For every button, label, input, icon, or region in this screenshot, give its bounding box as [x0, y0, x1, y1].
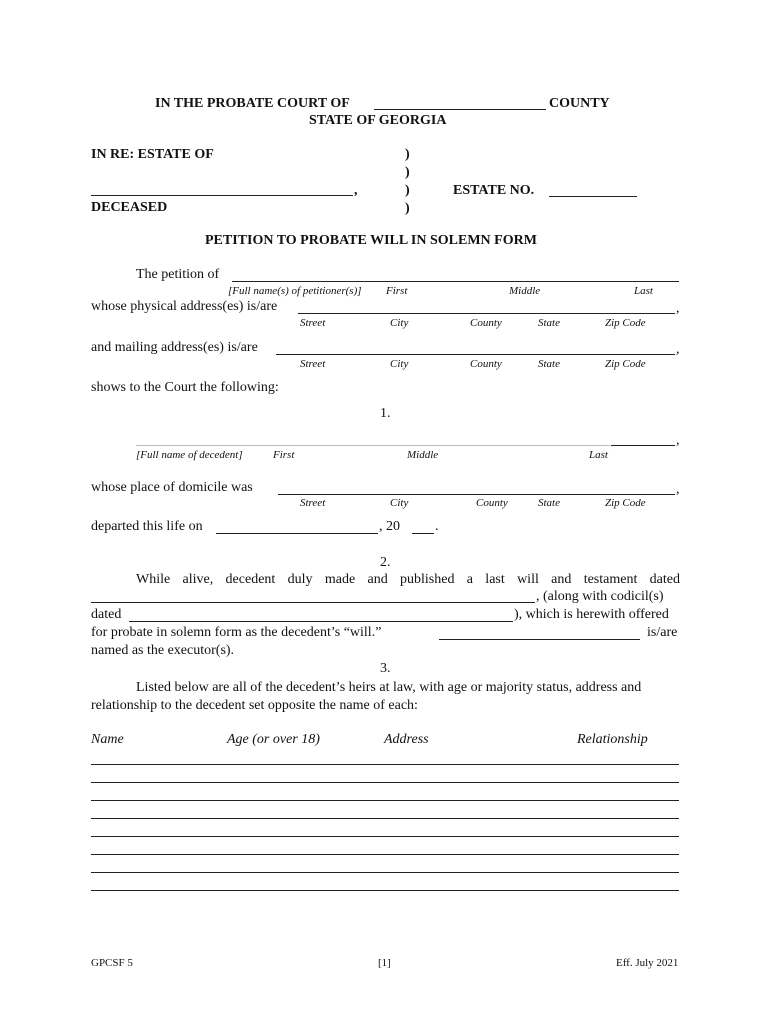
- caption-paren: ): [405, 183, 410, 198]
- caption-last: Last: [634, 285, 653, 297]
- caption-street: Street: [300, 497, 326, 509]
- mailing-address-blank[interactable]: [276, 354, 675, 355]
- caption-zip: Zip Code: [605, 358, 646, 370]
- decedent-name-blank[interactable]: [91, 195, 353, 196]
- petitioner-name-caption: [Full name(s) of petitioner(s)]: [228, 285, 362, 297]
- caption-state: State: [538, 317, 560, 329]
- heir-row-line[interactable]: [91, 890, 679, 891]
- departed-label: departed this life on: [91, 519, 203, 534]
- section2-offered-text: ), which is herewith offered: [514, 607, 669, 622]
- section2-codicil-text: , (along with codicil(s): [536, 589, 664, 604]
- heir-row-line[interactable]: [91, 764, 679, 765]
- executor-name-blank[interactable]: [439, 639, 640, 640]
- section2-is-are: is/are: [647, 625, 678, 640]
- heir-row-line[interactable]: [91, 800, 679, 801]
- deceased-label: DECEASED: [91, 200, 168, 215]
- col-header-age: Age (or over 18): [227, 732, 320, 747]
- effective-date: Eff. July 2021: [616, 957, 679, 969]
- line-comma: ,: [676, 482, 680, 497]
- physical-address-label: whose physical address(es) is/are: [91, 299, 278, 314]
- decedent-name-caption: [Full name of decedent]: [136, 449, 243, 461]
- caption-middle: Middle: [407, 449, 439, 461]
- in-re-label: IN RE: ESTATE OF: [91, 147, 214, 162]
- caption-city: City: [390, 497, 409, 509]
- caption-first: First: [273, 449, 295, 461]
- caption-last: Last: [589, 449, 608, 461]
- court-header-right: COUNTY: [549, 96, 610, 111]
- section3-line1: Listed below are all of the decedent’s heirs at law, with age or majority status, address and: [136, 680, 642, 695]
- page-number: [1]: [378, 957, 391, 969]
- caption-city: City: [390, 358, 409, 370]
- col-header-address: Address: [384, 732, 429, 747]
- caption-city: City: [390, 317, 409, 329]
- caption-county: County: [470, 358, 502, 370]
- decedent-last-name-blank[interactable]: [611, 445, 675, 446]
- heir-row-line[interactable]: [91, 872, 679, 873]
- petition-title: PETITION TO PROBATE WILL IN SOLEMN FORM: [205, 233, 537, 248]
- county-blank[interactable]: [374, 109, 546, 110]
- heir-row-line[interactable]: [91, 854, 679, 855]
- codicil-date-blank[interactable]: [129, 621, 513, 622]
- caption-state: State: [538, 497, 560, 509]
- will-date-blank[interactable]: [91, 602, 535, 603]
- estate-no-blank[interactable]: [549, 196, 637, 197]
- mailing-address-label: and mailing address(es) is/are: [91, 340, 258, 355]
- decedent-full-name-blank[interactable]: [136, 445, 610, 446]
- section-number-1: 1.: [380, 406, 391, 421]
- heir-row-line[interactable]: [91, 836, 679, 837]
- year-prefix: , 20: [379, 519, 400, 534]
- caption-comma: ,: [354, 183, 358, 198]
- caption-state: State: [538, 358, 560, 370]
- section-number-2: 2.: [380, 555, 391, 570]
- heir-row-line[interactable]: [91, 782, 679, 783]
- domicile-label: whose place of domicile was: [91, 480, 253, 495]
- line-comma: ,: [676, 301, 680, 316]
- line-comma: ,: [676, 433, 680, 448]
- section3-line2: relationship to the decedent set opposite the name of each:: [91, 698, 418, 713]
- caption-paren: ): [405, 201, 410, 216]
- domicile-blank[interactable]: [278, 494, 675, 495]
- shows-to-court: shows to the Court the following:: [91, 380, 279, 395]
- caption-paren: ): [405, 165, 410, 180]
- physical-address-blank[interactable]: [298, 313, 675, 314]
- caption-county: County: [470, 317, 502, 329]
- section2-dated-label: dated: [91, 607, 122, 622]
- caption-county: County: [476, 497, 508, 509]
- col-header-relationship: Relationship: [577, 732, 648, 747]
- form-id: GPCSF 5: [91, 957, 133, 969]
- section2-line1: While alive, decedent duly made and published a last will and testament dated: [136, 572, 680, 587]
- section2-probate-text: for probate in solemn form as the decedent’s “will.”: [91, 625, 382, 640]
- caption-zip: Zip Code: [605, 317, 646, 329]
- caption-zip: Zip Code: [605, 497, 646, 509]
- caption-first: First: [386, 285, 408, 297]
- caption-street: Street: [300, 358, 326, 370]
- section2-executor-text: named as the executor(s).: [91, 643, 235, 658]
- date-of-death-blank[interactable]: [216, 533, 378, 534]
- caption-paren: ): [405, 147, 410, 162]
- court-header-left: IN THE PROBATE COURT OF: [155, 96, 350, 111]
- heir-row-line[interactable]: [91, 818, 679, 819]
- col-header-name: Name: [91, 732, 124, 747]
- line-comma: ,: [676, 342, 680, 357]
- petition-of-label: The petition of: [136, 267, 220, 282]
- year-blank[interactable]: [412, 533, 434, 534]
- period: .: [435, 519, 439, 534]
- section-number-3: 3.: [380, 661, 391, 676]
- petitioner-name-blank[interactable]: [232, 281, 679, 282]
- caption-street: Street: [300, 317, 326, 329]
- caption-middle: Middle: [509, 285, 541, 297]
- state-header: STATE OF GEORGIA: [309, 113, 447, 128]
- estate-no-label: ESTATE NO.: [453, 183, 535, 198]
